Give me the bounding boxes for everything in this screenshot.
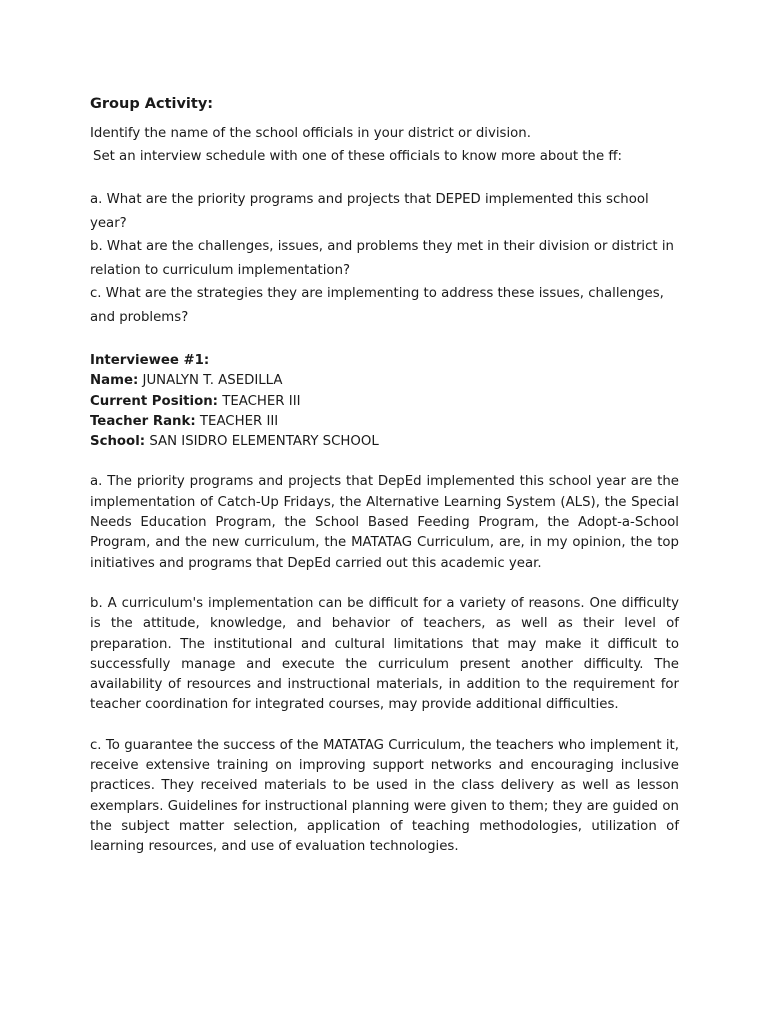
interviewee-rank [90, 412, 679, 432]
interviewee-heading: Interviewee #1: [90, 353, 210, 368]
rank-value: TEACHER III [199, 413, 279, 429]
interviewee-school [90, 432, 679, 452]
position-value: TEACHER III [222, 393, 301, 409]
rank-label: Teacher Rank: [90, 413, 196, 429]
spacer [90, 716, 679, 736]
interviewee-name [90, 371, 679, 391]
question-c: c. What are the strategies they are implementing to address these issues, challenges, and problems? [90, 286, 664, 325]
spacer [90, 168, 679, 188]
name-label: Name: [90, 373, 139, 389]
document-page [90, 94, 679, 858]
answer-c: c. To guarantee the success of the MATATAG Curriculum, the teachers who implement it, receive extensive training on improving support networks and encouraging inclusive practices. They received materials to be used in the class delivery as well as lesson exemplars. Guidelines for instructional planning were given to them; they are guided on the subject matter selection, application of teaching methodologies, utilization of learning resources, and use of evaluation technologies. [90, 737, 679, 855]
question-b: b. What are the challenges, issues, and problems they met in their division or district in relation to curriculum implementation? [90, 239, 674, 278]
school-value: SAN ISIDRO ELEMENTARY SCHOOL [149, 434, 379, 450]
spacer [90, 574, 679, 594]
question-a: a. What are the priority programs and projects that DEPED implemented this school year? [90, 192, 649, 231]
school-label: School: [90, 434, 146, 450]
answer-b: b. A curriculum's implementation can be difficult for a variety of reasons. One difficulty is the attitude, knowledge, and behavior of teachers, as well as their level of preparation. The institutional and cultural limitations that may make it difficult to successfully manage and execute the curriculum present another difficulty. The availability of resources and instructional materials, in addition to the requirement for teacher coordination for integrated courses, may provide additional difficulties. [90, 595, 679, 713]
instruction-line-2: Set an interview schedule with one of these officials to know more about the ff: [93, 149, 622, 164]
spacer [90, 329, 679, 351]
spacer [90, 452, 679, 472]
name-value: JUNALYN T. ASEDILLA [142, 373, 283, 389]
answer-a: a. The priority programs and projects that DepEd implemented this school year are the implementation of Catch-Up Fridays, the Alternative Learning System (ALS), the Special Needs Education Program, the School Based Feeding Program, the Adopt-a-School Program, and the new curriculum, the MATATAG Curriculum, are, in my opinion, the top initiatives and programs that DepEd carried out this academic year. [90, 474, 679, 571]
position-label: Current Position: [90, 393, 218, 409]
activity-title: Group Activity: [90, 96, 214, 112]
instruction-line-1: Identify the name of the school officials in your district or division. [90, 126, 531, 141]
interviewee-position [90, 392, 679, 412]
